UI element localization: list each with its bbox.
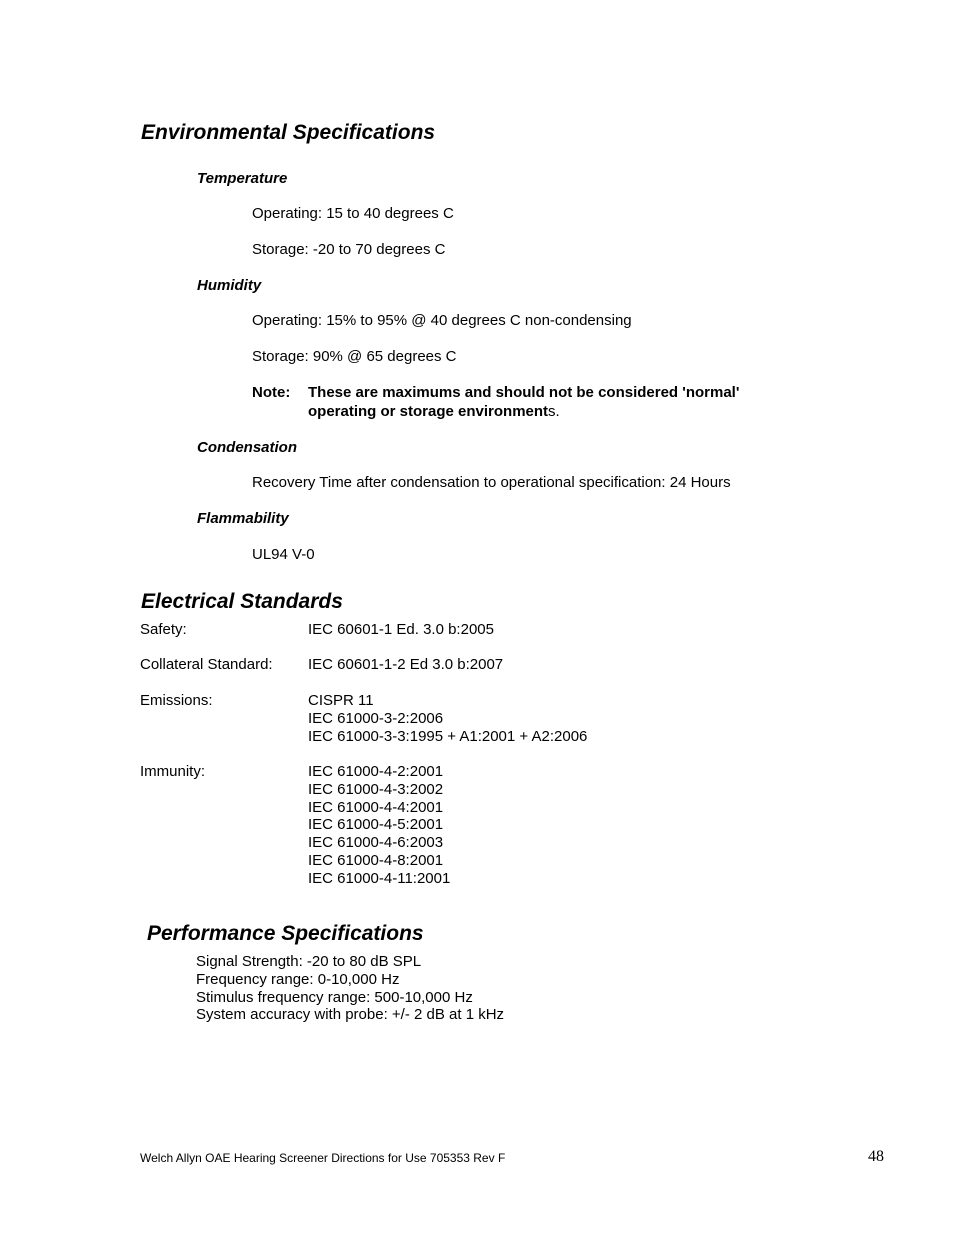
standard-value: IEC 61000-4-2:2001 (308, 763, 444, 780)
emissions-label: Emissions: (140, 692, 213, 709)
condensation-heading: Condensation (197, 439, 297, 456)
temperature-heading: Temperature (197, 170, 288, 187)
immunity-values (308, 763, 450, 888)
performance-list (196, 953, 504, 1024)
collateral-label: Collateral Standard: (140, 656, 273, 673)
standard-value: CISPR 11 (308, 692, 374, 709)
emissions-values (308, 692, 587, 745)
performance-line: Stimulus frequency range: 500-10,000 Hz (196, 988, 473, 1006)
temperature-operating: Operating: 15 to 40 degrees C (252, 205, 454, 222)
standard-value: IEC 60601-1 Ed. 3.0 b:2005 (308, 621, 494, 638)
note-line-2 (308, 403, 560, 421)
safety-values (308, 621, 494, 639)
immunity-label: Immunity: (140, 763, 206, 780)
note-line-2-tail: s. (548, 403, 560, 420)
standard-value: IEC 61000-4-4:2001 (308, 798, 444, 816)
condensation-text: Recovery Time after condensation to operational specification: 24 Hours (252, 474, 731, 491)
environmental-title: Environmental Specifications (141, 121, 436, 144)
note-line-2-bold: operating or storage environment (308, 403, 549, 420)
temperature-storage: Storage: -20 to 70 degrees C (252, 241, 446, 258)
standard-value: IEC 61000-4-8:2001 (308, 851, 444, 869)
humidity-operating: Operating: 15% to 95% @ 40 degrees C non-condensing (252, 312, 632, 329)
collateral-values (308, 656, 503, 674)
humidity-heading: Humidity (197, 277, 262, 294)
note-line-1: These are maximums and should not be considered 'normal' (308, 384, 740, 401)
standard-value: IEC 61000-4-5:2001 (308, 816, 444, 834)
flammability-heading: Flammability (197, 510, 289, 527)
performance-title: Performance Specifications (147, 922, 424, 945)
standard-value: IEC 61000-4-6:2003 (308, 834, 444, 852)
standard-value: IEC 61000-4-11:2001 (308, 869, 451, 887)
performance-line: System accuracy with probe: +/- 2 dB at 1 kHz (196, 1006, 505, 1024)
standard-value: IEC 61000-4-3:2002 (308, 780, 444, 798)
note-label: Note: (252, 384, 291, 401)
standard-value: IEC 61000-3-3:1995 + A1:2001 + A2:2006 (308, 727, 588, 745)
standard-value: IEC 61000-3-2:2006 (308, 709, 444, 727)
performance-line: Signal Strength: -20 to 80 dB SPL (196, 953, 422, 970)
flammability-text: UL94 V-0 (252, 546, 315, 563)
standard-value: IEC 60601-1-2 Ed 3.0 b:2007 (308, 656, 504, 673)
safety-label: Safety: (140, 621, 187, 638)
page-number: 48 (868, 1148, 884, 1165)
electrical-title: Electrical Standards (141, 590, 343, 613)
humidity-storage: Storage: 90% @ 65 degrees C (252, 348, 457, 365)
footer-text: Welch Allyn OAE Hearing Screener Directions for Use 705353 Rev F (140, 1151, 506, 1165)
performance-line: Frequency range: 0-10,000 Hz (196, 970, 400, 988)
